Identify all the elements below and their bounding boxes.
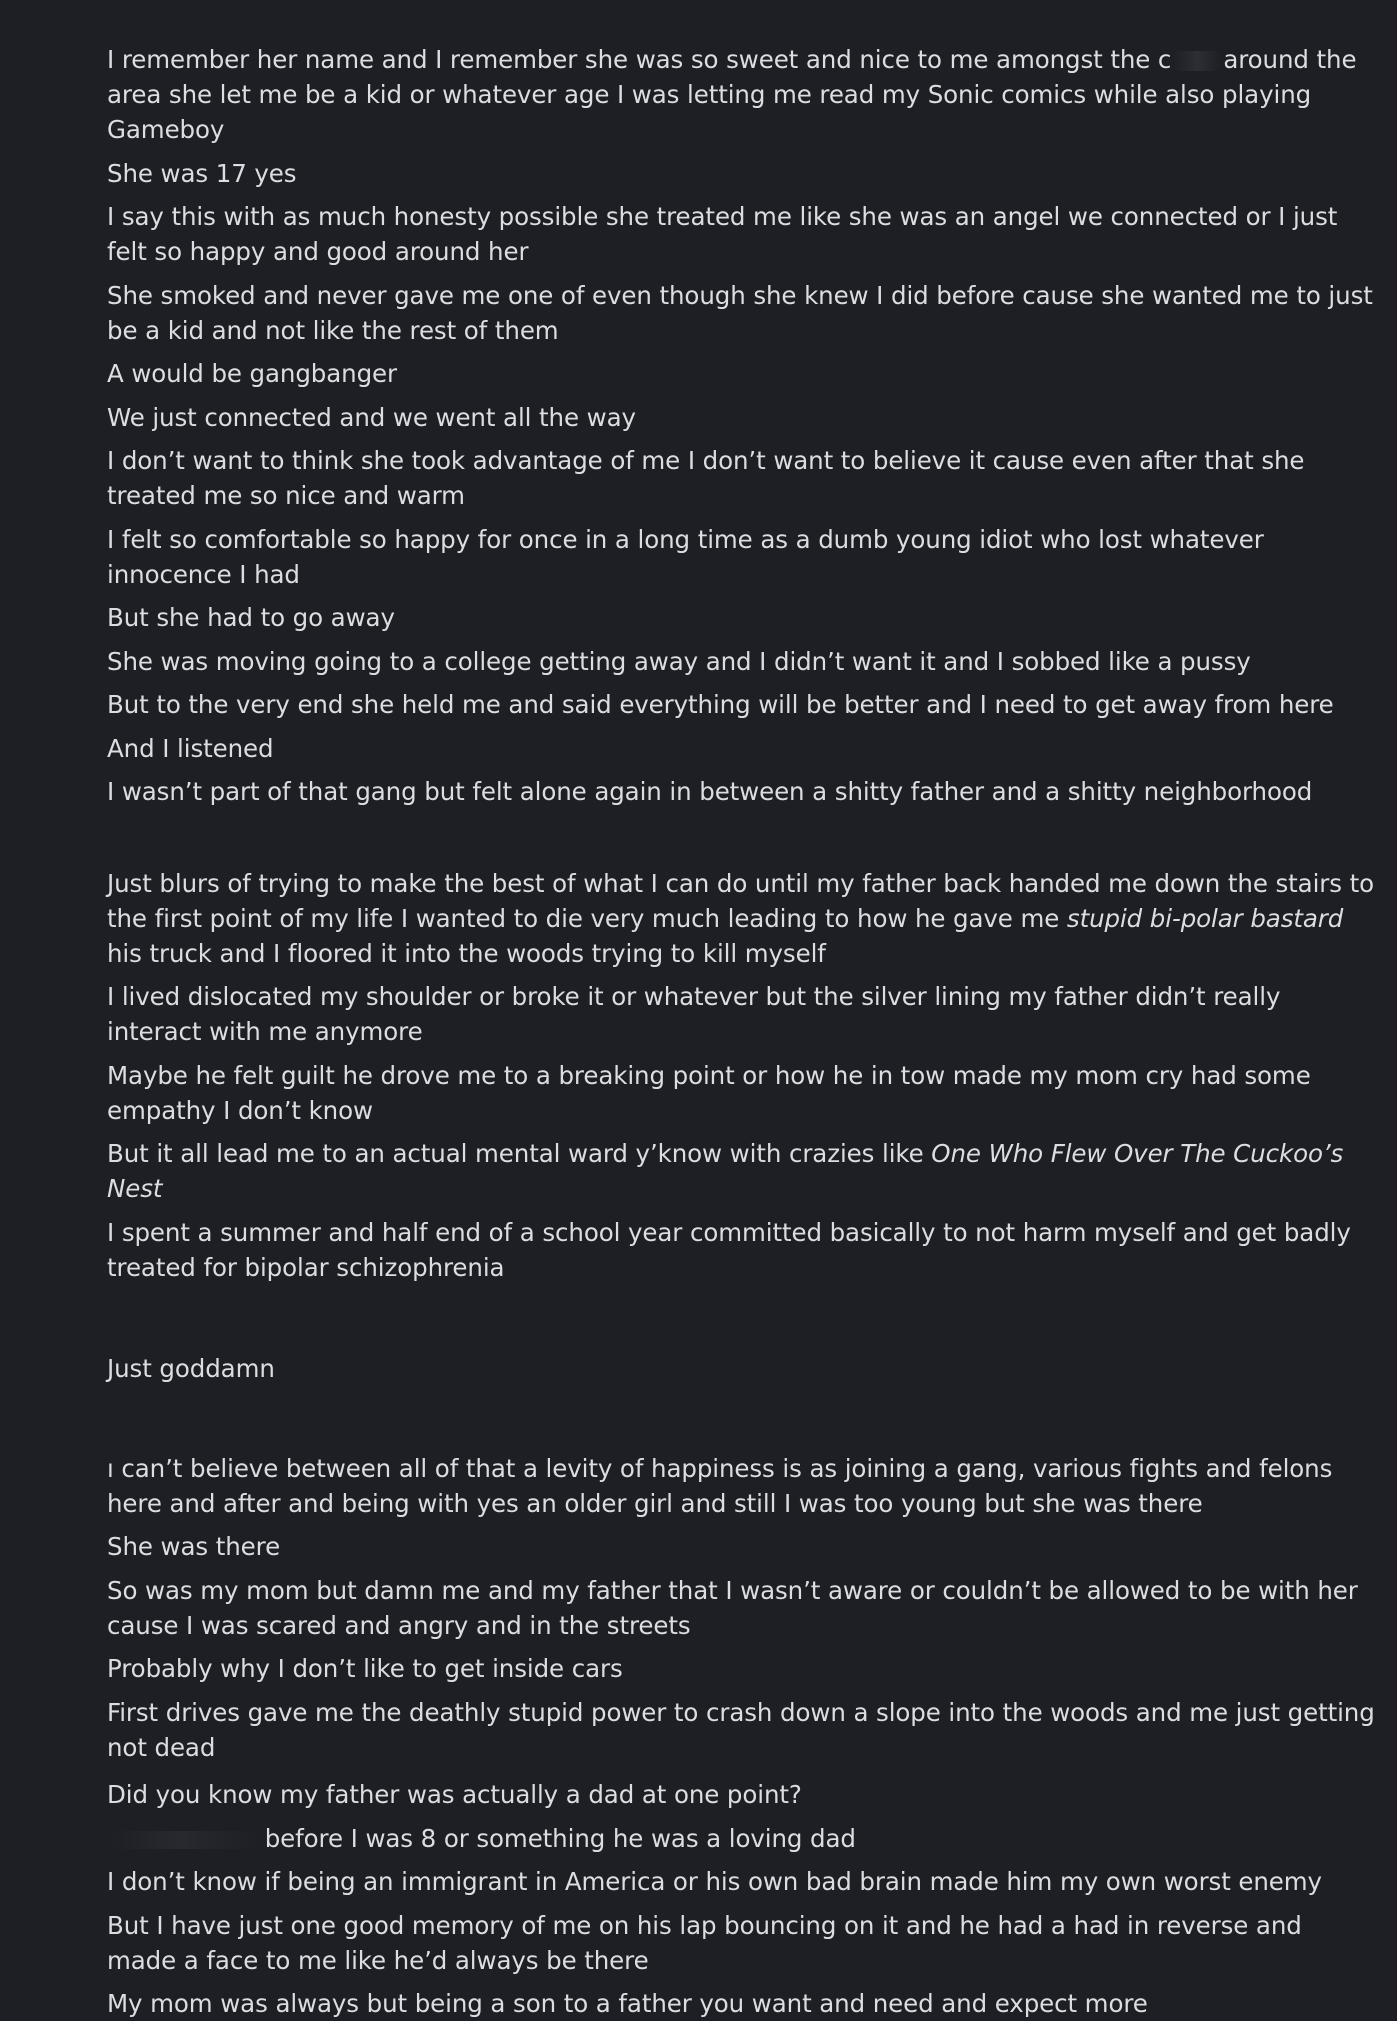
chat-message: I don’t know if being an immigrant in America or his own bad brain made him my own worst enemy <box>107 1867 1322 1896</box>
chat-message <box>107 1136 1377 1206</box>
chat-message: My mom was always but being a son to a father you want and need and expect more <box>107 1989 1148 2018</box>
chat-message: I don’t want to think she took advantage of me I don’t want to believe it cause even after that she treated me so nice and warm <box>107 446 1305 510</box>
message-text: But it all lead me to an actual mental ward y’know with crazies like <box>107 1139 932 1168</box>
message-text: I remember her name and I remember she was so sweet and nice to me amongst the c <box>107 45 1172 74</box>
message-gap <box>107 1395 1377 1451</box>
chat-message: But she had to go away <box>107 603 395 632</box>
chat-message: ı can’t believe between all of that a levity of happiness is as joining a gang, various fights and felons here and after and being with yes an older girl and still I was too young but she was there <box>107 1453 1333 1518</box>
chat-message: I lived dislocated my shoulder or broke it or whatever but the silver lining my father didn’t really interact with me anymore <box>107 982 1281 1046</box>
chat-message: I felt so comfortable so happy for once in a long time as a dumb young idiot who lost whatever innocence I had <box>107 524 1264 589</box>
message-text: Just blurs of trying to make the best of what I can do until my father back handed me down the stairs to the first point of my life I wanted to die very much leading to how he gave me <box>107 868 1375 933</box>
chat-message: We just connected and we went all the way <box>107 402 636 432</box>
chat-message: I say this with as much honesty possible she treated me like she was an angel we connected or I just felt so happy and good around her <box>107 202 1338 266</box>
chat-message: She was 17 yes <box>107 158 297 188</box>
chat-message: Just goddamn <box>107 1354 275 1383</box>
message-text: before I was 8 or something he was a loving dad <box>264 1823 856 1853</box>
chat-message: Maybe he felt guilt he drove me to a breaking point or how he in tow made my mom cry had some empathy I don’t know <box>107 1060 1311 1125</box>
message-text: around the area she let me be a kid or whatever age I was letting me read my Sonic comics while also playing Gameboy <box>107 45 1357 144</box>
chat-message <box>107 42 1377 147</box>
chat-message: First drives gave me the deathly stupid power to crash down a slope into the woods and me just getting not dead <box>107 1697 1375 1762</box>
message-text: his truck and I floored it into the woods trying to kill myself <box>107 938 826 968</box>
chat-message: But to the very end she held me and said everything will be better and I need to get away from here <box>107 690 1334 719</box>
chat-message <box>107 866 1377 971</box>
message-gap <box>107 818 1377 866</box>
chat-message <box>107 1821 1377 1856</box>
chat-message: And I listened <box>107 733 274 763</box>
chat-message: A would be gangbanger <box>107 359 397 388</box>
chat-message: So was my mom but damn me and my father that I wasn’t aware or couldn’t be allowed to be with her cause I was scared and angry and in the streets <box>107 1575 1358 1640</box>
chat-message: I spent a summer and half end of a school year committed basically to not harm myself and get badly treated for bipolar schizophrenia <box>107 1217 1351 1282</box>
chat-message: But I have just one good memory of me on his lap bouncing on it and he had a had in reverse and made a face to me like he’d always be there <box>107 1910 1302 1975</box>
chat-message: Probably why I don’t like to get inside cars <box>107 1654 623 1683</box>
chat-message: Did you know my father was actually a dad at one point? <box>107 1780 802 1809</box>
message-italic-text: stupid bi-polar bastard <box>1066 903 1344 933</box>
redacted-smudge <box>107 1831 257 1849</box>
chat-message: She was there <box>107 1532 281 1561</box>
chat-message: She smoked and never gave me one of even though she knew I did before cause she wanted me to just be a kid and not like the rest of them <box>107 280 1373 345</box>
redacted-smudge <box>1173 51 1221 71</box>
chat-message: She was moving going to a college getting away and I didn’t want it and I sobbed like a pussy <box>107 646 1251 676</box>
chat-message: I wasn’t part of that gang but felt alone again in between a shitty father and a shitty neighborhood <box>107 777 1313 806</box>
message-gap <box>107 1293 1377 1351</box>
message-italic-text: One Who Flew Over The Cuckoo’s Nest <box>107 1139 1344 1203</box>
